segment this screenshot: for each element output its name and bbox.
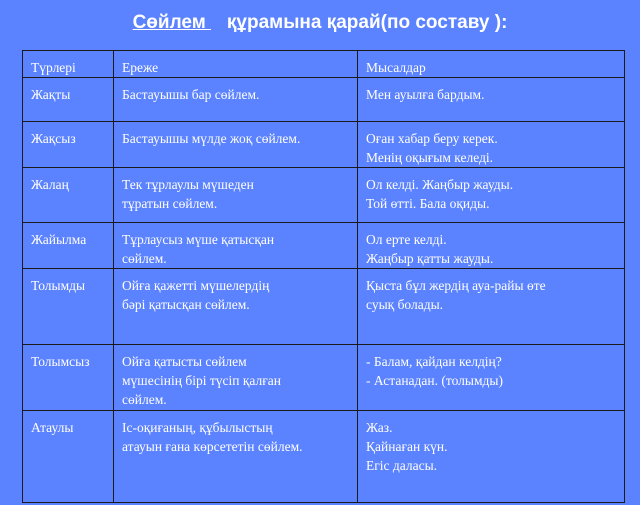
example-cell: Қыста бұл жердің ауа-райы өте суық болады. bbox=[358, 269, 625, 345]
title-rest: құрамына қарай(по составу ): bbox=[211, 12, 508, 33]
rule-cell: Бастауышы мүлде жоқ сөйлем. bbox=[114, 122, 358, 168]
header-types: Түрлері bbox=[23, 51, 114, 78]
sentence-types-table bbox=[22, 50, 625, 503]
table-row bbox=[23, 78, 625, 122]
example-cell: Ол келді. Жаңбыр жауды. Той өтті. Бала оқиды. bbox=[358, 168, 625, 223]
rule-cell: Тұрлаусыз мүше қатысқан сөйлем. bbox=[114, 223, 358, 269]
table-row bbox=[23, 269, 625, 345]
table-row bbox=[23, 168, 625, 223]
table-header-row bbox=[23, 51, 625, 78]
example-cell: Мен ауылға бардым. bbox=[358, 78, 625, 122]
rule-cell: Тек тұрлаулы мүшеден тұратын сөйлем. bbox=[114, 168, 358, 223]
rule-cell: Бастауышы бар сөйлем. bbox=[114, 78, 358, 122]
type-cell: Толымды bbox=[23, 269, 114, 345]
title-underlined-word: Сөйлем bbox=[132, 12, 212, 33]
slide-title bbox=[0, 12, 640, 34]
type-cell: Толымсыз bbox=[23, 345, 114, 411]
rule-cell: Ойға қажетті мүшелердің бәрі қатысқан сөйлем. bbox=[114, 269, 358, 345]
type-cell: Жалаң bbox=[23, 168, 114, 223]
rule-cell: Іс-оқиғаның, құбылыстың атауын ғана көрсететін сөйлем. bbox=[114, 411, 358, 503]
type-cell: Жақсыз bbox=[23, 122, 114, 168]
table-row bbox=[23, 223, 625, 269]
rule-cell: Ойға қатысты сөйлем мүшесінің бірі түсіп қалған сөйлем. bbox=[114, 345, 358, 411]
table-row bbox=[23, 122, 625, 168]
header-rule: Ереже bbox=[114, 51, 358, 78]
example-cell: Ол ерте келді. Жаңбыр қатты жауды. bbox=[358, 223, 625, 269]
example-cell: - Балам, қайдан келдің? - Астанадан. (толымды) bbox=[358, 345, 625, 411]
header-examples: Мысалдар bbox=[358, 51, 625, 78]
type-cell: Атаулы bbox=[23, 411, 114, 503]
example-cell: Жаз. Қайнаған күн. Егіс даласы. bbox=[358, 411, 625, 503]
table-row bbox=[23, 345, 625, 411]
type-cell: Жақты bbox=[23, 78, 114, 122]
table-row bbox=[23, 411, 625, 503]
example-cell: Оған хабар беру керек. Менің оқығым келеді. bbox=[358, 122, 625, 168]
type-cell: Жайылма bbox=[23, 223, 114, 269]
